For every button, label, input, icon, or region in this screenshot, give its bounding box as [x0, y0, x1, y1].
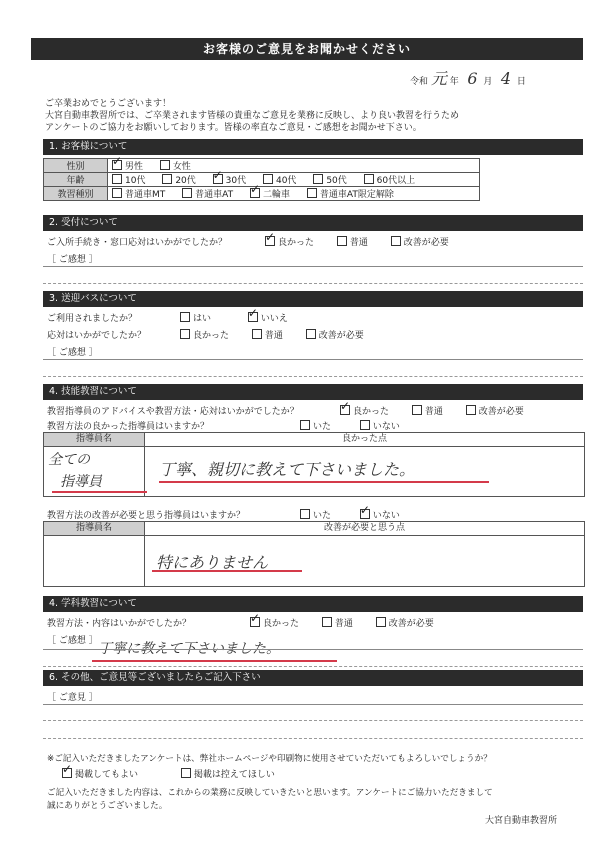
column-divider [144, 447, 145, 496]
checkbox-reception-improve[interactable] [391, 236, 401, 246]
section-3-header: 3. 送迎バスについて [43, 291, 583, 307]
academic-options [250, 616, 454, 629]
checkbox-academic-improve[interactable] [376, 617, 386, 627]
option-good: 良かった [278, 238, 315, 248]
option-normal: 普通 [264, 331, 283, 341]
comment-line [43, 283, 583, 284]
bus-comment-label: ［ ご感想 ］ [47, 348, 98, 358]
divider [43, 704, 583, 705]
bad-instructor-options [300, 508, 420, 521]
option-improve: 改善が必要 [388, 619, 434, 629]
section-4-header: 4. 技能教習について [43, 384, 583, 400]
checkbox-age-30[interactable] [213, 174, 223, 184]
option-was-not: いない [372, 422, 400, 432]
option-type-bike: 二輪車 [262, 190, 290, 200]
checkbox-publish-no[interactable] [181, 768, 191, 778]
checkbox-bad-inst-no[interactable] [360, 509, 370, 519]
divider [43, 266, 583, 267]
closing-note-line2: 誠にありがとうございました。 [47, 801, 168, 811]
checkbox-age-40[interactable] [263, 174, 273, 184]
improve-point-handwritten: 特にありません [156, 553, 269, 572]
customer-info-table [43, 158, 480, 201]
good-point-header: 良かった点 [145, 433, 584, 447]
underline-red [52, 491, 147, 493]
closing-note-line1: ご記入いただきました内容は、これからの業務に反映していきたいと思います。アンケートにご協力いただきまして [47, 788, 493, 798]
option-type-at: 普通車AT [195, 190, 234, 200]
reception-question: ご入所手続き・窓口応対はいかがでしたか？ [47, 238, 228, 248]
option-publish-ok: 掲載してもよい [75, 770, 139, 780]
day-unit: 日 [516, 77, 526, 87]
day-handwritten: 4 [500, 69, 512, 88]
good-instructor-name-line1: 全ての [48, 452, 90, 468]
option-publish-no: 掲載は控えてほしい [193, 770, 275, 780]
divider [43, 359, 583, 360]
option-female: 女性 [172, 162, 191, 172]
underline-red [152, 570, 302, 572]
academic-comment-label: ［ ご感想 ］ [47, 636, 98, 646]
option-type-at-limit: 普通車AT限定解除 [319, 190, 394, 200]
checkbox-reception-normal[interactable] [337, 236, 347, 246]
checkbox-bus-normal[interactable] [252, 329, 262, 339]
checkbox-reception-good[interactable] [265, 236, 275, 246]
option-was: いた [313, 511, 332, 521]
age-label: 年齢 [44, 173, 108, 187]
reception-options [265, 235, 469, 248]
good-point-handwritten: 丁寧、親切に教えて下さいました。 [159, 460, 416, 479]
option-good: 良かった [193, 331, 230, 341]
gender-label: 性別 [44, 159, 108, 173]
checkbox-good-inst-no[interactable] [360, 420, 370, 430]
type-options [108, 187, 480, 201]
checkbox-age-20[interactable] [162, 174, 172, 184]
checkbox-bus-no[interactable] [248, 312, 258, 322]
page-title: お客様のご意見をお聞かせください [31, 38, 583, 60]
checkbox-type-at-limit[interactable] [307, 188, 317, 198]
era-label: 令和 [410, 77, 429, 87]
option-age-10: 10代 [125, 176, 146, 186]
intro-line: 大宮自動車教習所では、ご卒業されます皆様の貴重なご意見を業務に反映し、より良い教習を行うため [45, 111, 460, 121]
option-improve: 改善が必要 [318, 331, 364, 341]
option-improve: 改善が必要 [478, 407, 524, 417]
option-age-50: 50代 [326, 176, 347, 186]
checkbox-type-mt[interactable] [112, 188, 122, 198]
option-was-not: いない [372, 511, 400, 521]
underline-red [92, 660, 337, 662]
publish-question: ※ご記入いただきましたアンケートは、弊社ホームページや印刷物に使用させていただいてもよろしいでしょうか？ [47, 754, 492, 764]
month-handwritten: 6 [467, 69, 478, 88]
underline-red [159, 481, 489, 483]
section-6-header: 6. その他、ご意見等ございましたらご記入下さい [43, 670, 583, 686]
option-was: いた [313, 422, 332, 432]
checkbox-age-50[interactable] [313, 174, 323, 184]
comment-line [43, 376, 583, 377]
checkbox-skill-improve[interactable] [466, 405, 476, 415]
academic-comment-handwritten: 丁寧に教えて下さいました。 [98, 641, 280, 657]
checkbox-skill-normal[interactable] [412, 405, 422, 415]
checkbox-bus-yes[interactable] [180, 312, 190, 322]
option-improve: 改善が必要 [403, 238, 449, 248]
bad-name-header: 指導員名 [44, 522, 145, 536]
bus-use-options [180, 311, 308, 324]
intro-text [45, 98, 585, 134]
checkbox-age-60[interactable] [364, 174, 374, 184]
gender-options [108, 159, 480, 173]
checkbox-academic-good[interactable] [250, 617, 260, 627]
skill-options [340, 404, 544, 417]
checkbox-academic-normal[interactable] [322, 617, 332, 627]
checkbox-bad-inst-yes[interactable] [300, 509, 310, 519]
publish-options [62, 767, 295, 780]
date-line [410, 66, 526, 89]
option-male: 男性 [125, 162, 144, 172]
option-normal: 普通 [349, 238, 368, 248]
option-age-40: 40代 [275, 176, 297, 186]
good-instructor-box [43, 432, 585, 497]
option-no: いいえ [260, 314, 288, 324]
skill-question: 教習指導員のアドバイスや教習方法・応対はいかがでしたか？ [47, 407, 299, 417]
intro-line: アンケートのご協力をお願いしております。皆様の率直なご意見・ご感想をお聞かせ下さい。 [45, 123, 422, 133]
checkbox-bus-improve[interactable] [306, 329, 316, 339]
comment-line [43, 738, 583, 739]
checkbox-male[interactable] [112, 160, 122, 170]
divider [43, 649, 583, 650]
column-divider [144, 536, 145, 586]
bad-point-header: 改善が必要と思う点 [145, 522, 584, 536]
checkbox-bus-good[interactable] [180, 329, 190, 339]
option-age-30: 30代 [225, 176, 247, 186]
good-instructor-question: 教習方法の良かった指導員はいますか？ [47, 422, 210, 432]
bad-instructor-question: 教習方法の改善が必要と思う指導員はいますか？ [47, 511, 246, 521]
option-good: 良かった [263, 619, 300, 629]
section-2-header: 2. 受付について [43, 215, 583, 231]
other-comment-label: ［ ご意見 ］ [47, 693, 98, 703]
good-instructor-options [300, 419, 420, 432]
age-options [108, 173, 480, 187]
bus-service-question: 応対はいかがでしたか？ [47, 331, 147, 341]
checkbox-age-10[interactable] [112, 174, 122, 184]
option-yes: はい [193, 314, 212, 324]
intro-line: ご卒業おめでとうございます！ [45, 99, 172, 109]
bus-service-options [180, 328, 384, 341]
checkbox-good-inst-yes[interactable] [300, 420, 310, 430]
option-normal: 普通 [424, 407, 443, 417]
comment-line [43, 720, 583, 721]
comment-line [43, 666, 583, 667]
month-unit: 月 [483, 77, 493, 87]
section-5-header: 4. 学科教習について [43, 596, 583, 612]
option-normal: 普通 [334, 619, 353, 629]
good-instructor-name-line2: 指導員 [60, 474, 102, 490]
option-good: 良かった [353, 407, 390, 417]
checkbox-skill-good[interactable] [340, 405, 350, 415]
checkbox-female[interactable] [160, 160, 170, 170]
year-handwritten: 元 [430, 69, 447, 88]
option-age-60: 60代以上 [376, 176, 416, 186]
bus-use-question: ご利用されましたか？ [47, 314, 138, 324]
organization-name: 大宮自動車教習所 [485, 816, 558, 826]
option-age-20: 20代 [175, 176, 196, 186]
option-type-mt: 普通車MT [125, 190, 166, 200]
year-unit: 年 [449, 77, 459, 87]
good-name-header: 指導員名 [44, 433, 145, 447]
section-1-header: 1. お客様について [43, 139, 583, 155]
checkbox-type-bike[interactable] [250, 188, 260, 198]
improve-instructor-box [43, 521, 585, 587]
academic-question: 教習方法・内容はいかがでしたか？ [47, 619, 192, 629]
checkbox-publish-yes[interactable] [62, 768, 72, 778]
checkbox-type-at[interactable] [182, 188, 192, 198]
type-label: 教習種別 [44, 187, 108, 201]
reception-comment-label: ［ ご感想 ］ [47, 255, 98, 265]
